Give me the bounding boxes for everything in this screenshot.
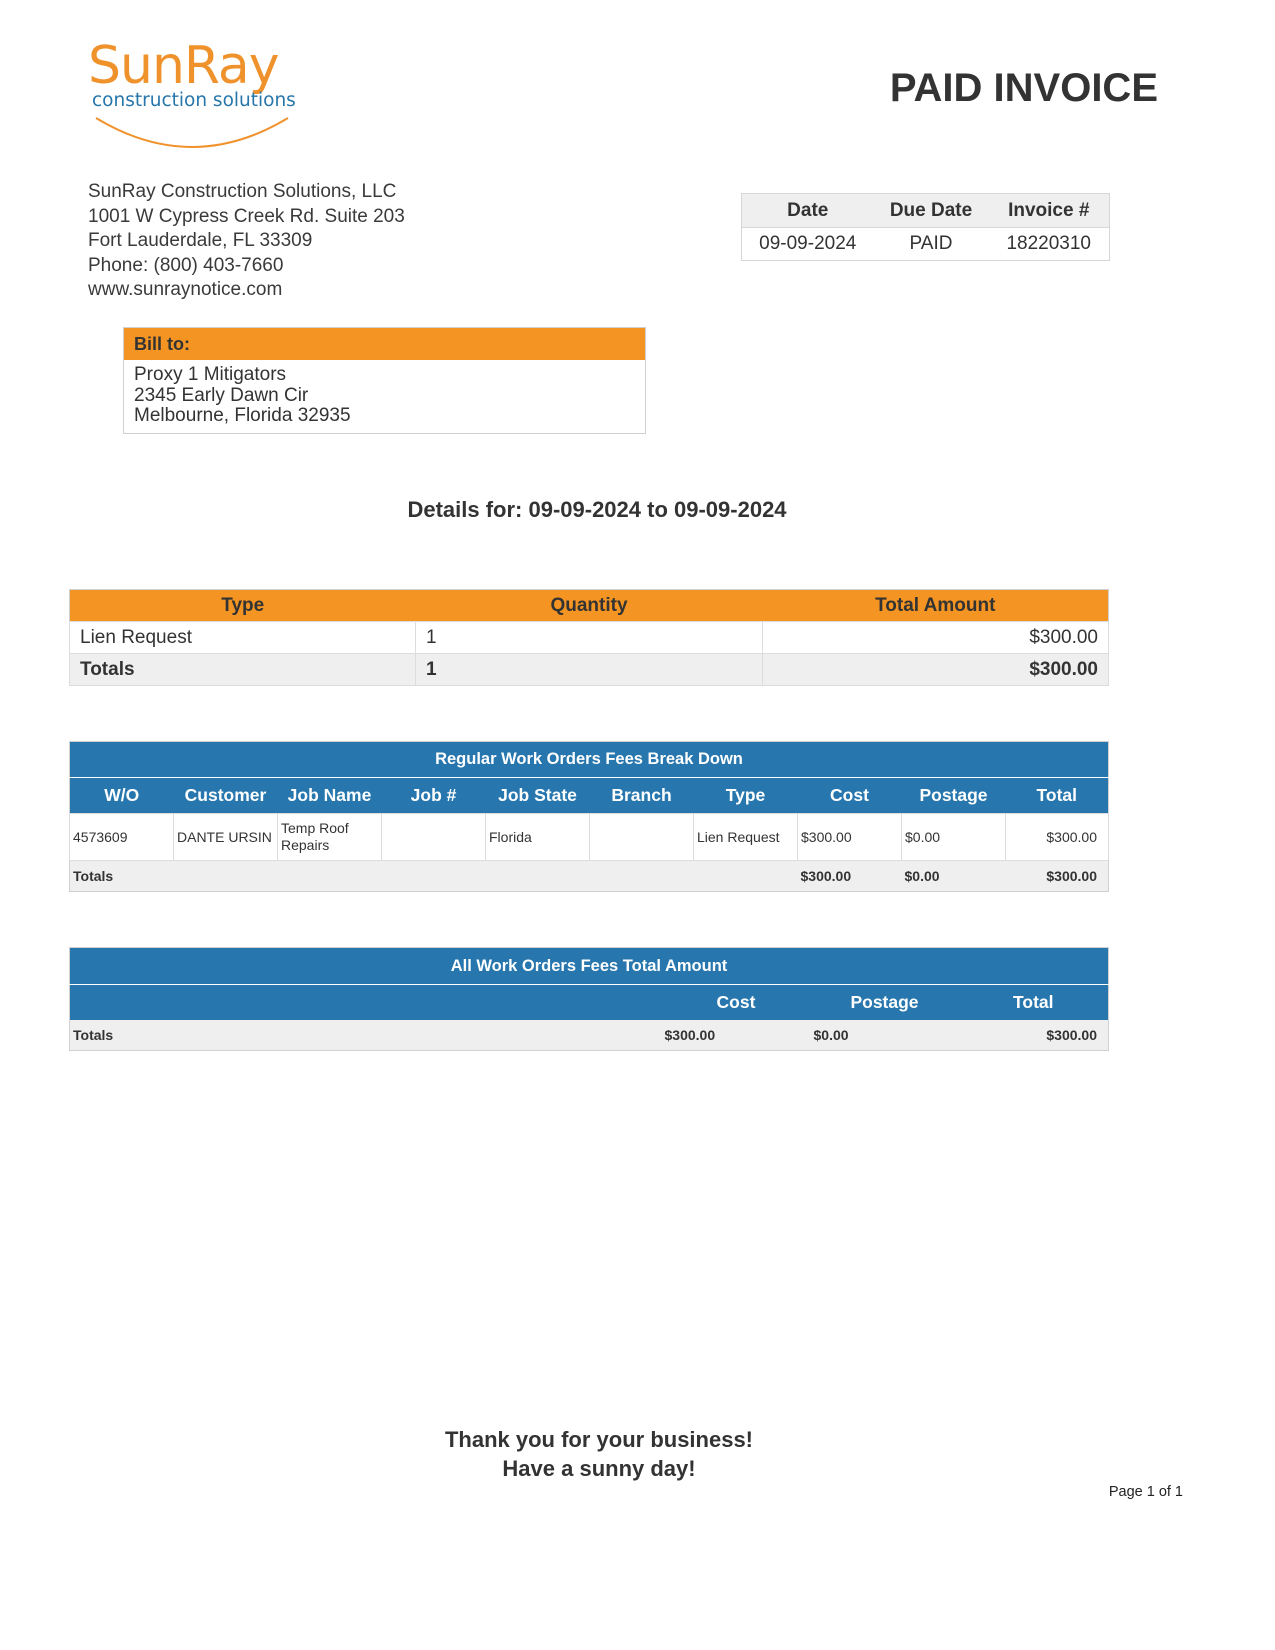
bill-to-name: Proxy 1 Mitigators (134, 364, 287, 385)
company-address-line1: 1001 W Cypress Creek Rd. Suite 203 (88, 205, 405, 227)
breakdown-header-wo: W/O (104, 785, 140, 805)
summary-table (69, 589, 1109, 686)
all-totals-header-total: Total (1012, 991, 1054, 1012)
all-totals-row (70, 1020, 1109, 1051)
company-address-line2: Fort Lauderdale, FL 33309 (88, 230, 313, 251)
company-website: www.sunraynotice.com (88, 279, 283, 300)
logo-smile-arc-icon (92, 116, 292, 152)
all-totals-cost: $300.00 (662, 1020, 811, 1051)
breakdown-cell-branch (590, 814, 694, 861)
summary-header-total-amount: Total Amount (763, 590, 1109, 622)
summary-totals-quantity: 1 (416, 654, 763, 686)
breakdown-cell-wo: 4573609 (70, 814, 174, 861)
meta-date: 09-09-2024 (742, 228, 874, 261)
breakdown-header-customer: Customer (184, 785, 267, 805)
bill-to-street: 2345 Early Dawn Cir (134, 384, 309, 406)
breakdown-totals-label: Totals (70, 861, 798, 892)
breakdown-header-job-state: Job State (498, 785, 577, 805)
summary-header-quantity: Quantity (416, 590, 763, 622)
company-logo (88, 36, 318, 161)
breakdown-cell-job-name: Temp Roof Repairs (278, 814, 382, 861)
summary-totals-amount: $300.00 (763, 654, 1109, 686)
breakdown-header-branch: Branch (611, 785, 672, 805)
bill-to-box (123, 327, 646, 434)
breakdown-header-postage: Postage (919, 785, 988, 805)
table-row (70, 814, 1109, 861)
breakdown-cell-total: $300.00 (1006, 814, 1109, 861)
summary-totals-label: Totals (70, 654, 416, 686)
meta-header-date: Date (742, 194, 874, 228)
bill-to-city: Melbourne, Florida 32935 (134, 405, 351, 426)
all-totals-header-cost: Cost (716, 991, 756, 1012)
breakdown-header-total: Total (1036, 785, 1077, 805)
summary-cell-type: Lien Request (70, 622, 416, 654)
breakdown-cell-postage: $0.00 (902, 814, 1006, 861)
logo-wordmark: SunRay (88, 36, 279, 96)
work-orders-breakdown-table (69, 741, 1109, 892)
all-work-orders-totals-table (69, 947, 1109, 1051)
meta-invoice-number: 18220310 (989, 228, 1110, 261)
breakdown-totals-postage: $0.00 (902, 861, 1006, 892)
company-phone: Phone: (800) 403-7660 (88, 254, 284, 276)
footer-line2: Have a sunny day! (502, 1456, 696, 1481)
meta-header-invoice-number: Invoice # (989, 194, 1110, 228)
summary-cell-quantity: 1 (416, 622, 763, 654)
breakdown-cell-customer: DANTE URSIN (174, 814, 278, 861)
breakdown-totals-total: $300.00 (1006, 861, 1109, 892)
page-number: Page 1 of 1 (1108, 1484, 1183, 1500)
table-row (70, 622, 1109, 654)
breakdown-totals-row (70, 861, 1109, 892)
all-totals-header-postage: Postage (850, 991, 919, 1012)
breakdown-header-job-name: Job Name (287, 785, 372, 805)
breakdown-cell-type: Lien Request (694, 814, 798, 861)
summary-totals-row (70, 654, 1109, 686)
footer-line1: Thank you for your business! (444, 1427, 754, 1452)
breakdown-header-type: Type (725, 785, 766, 805)
breakdown-cell-job-state: Florida (486, 814, 590, 861)
all-totals-total: $300.00 (959, 1020, 1109, 1051)
all-totals-postage: $0.00 (811, 1020, 959, 1051)
company-address-block (88, 180, 405, 303)
breakdown-header-cost: Cost (830, 785, 869, 805)
details-heading: Details for: 09-09-2024 to 09-09-2024 (407, 497, 787, 522)
logo-tagline: construction solutions (92, 90, 296, 111)
breakdown-title: Regular Work Orders Fees Break Down (70, 742, 1109, 778)
bill-to-label: Bill to: (124, 328, 645, 360)
meta-due-date: PAID (874, 228, 989, 261)
company-name: SunRay Construction Solutions, LLC (88, 181, 397, 202)
document-title: PAID INVOICE (889, 66, 1158, 110)
breakdown-totals-cost: $300.00 (798, 861, 902, 892)
all-totals-label: Totals (70, 1020, 662, 1051)
invoice-meta-table (741, 193, 1110, 261)
breakdown-header-job-number: Job # (410, 785, 457, 805)
meta-header-due-date: Due Date (874, 194, 989, 228)
thank-you-message (0, 1425, 1198, 1483)
summary-header-type: Type (70, 590, 416, 622)
breakdown-cell-job-number (382, 814, 486, 861)
all-totals-title: All Work Orders Fees Total Amount (70, 948, 1109, 985)
summary-cell-total: $300.00 (763, 622, 1109, 654)
breakdown-cell-cost: $300.00 (798, 814, 902, 861)
